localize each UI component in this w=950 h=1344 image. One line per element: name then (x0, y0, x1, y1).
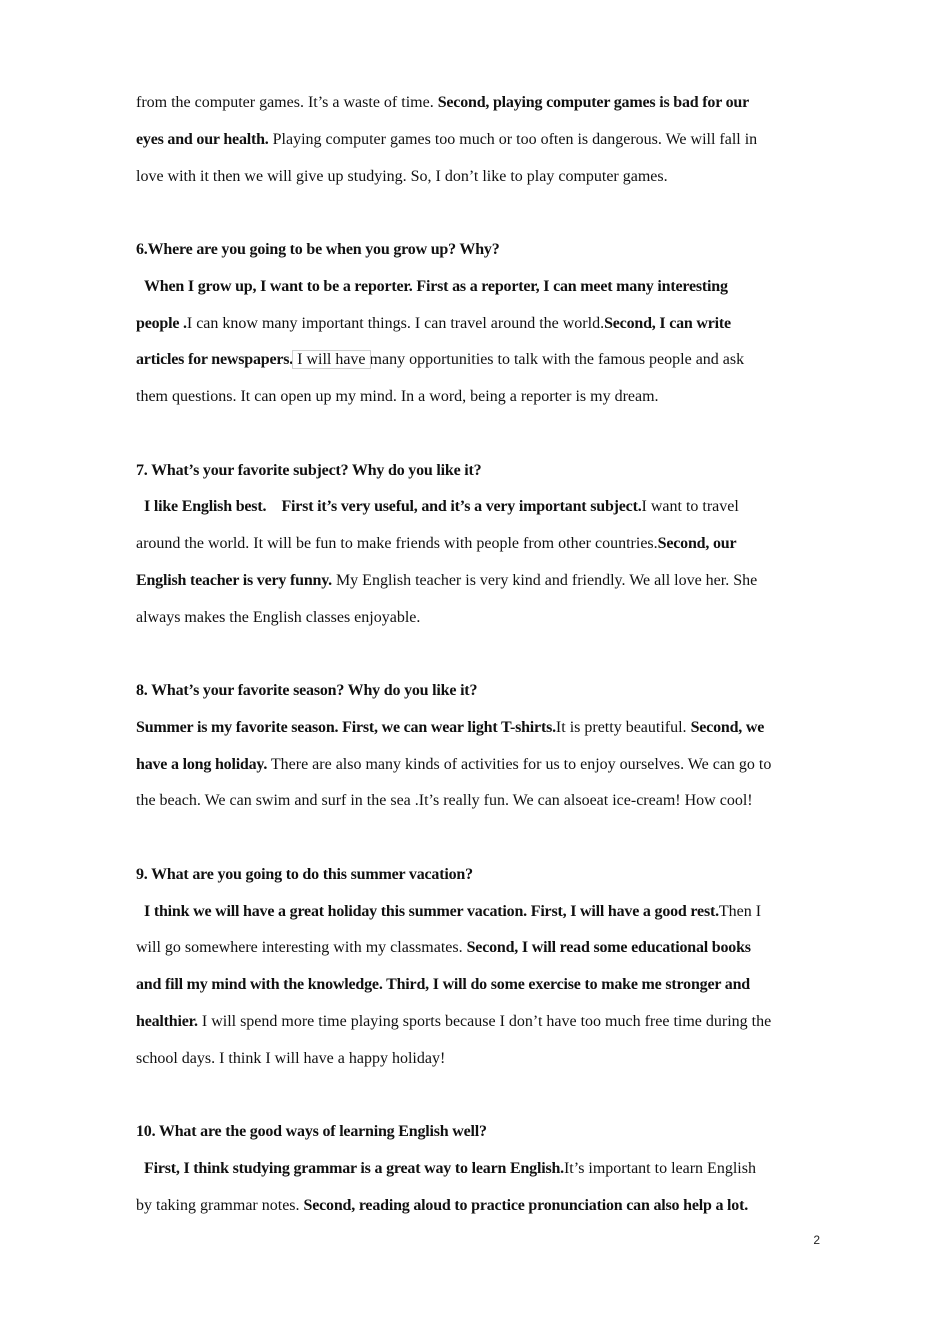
text-line: always makes the English classes enjoyable. (136, 608, 421, 626)
text-line: and fill my mind with the knowledge. Third, I will do some exercise to make me stronger and (136, 976, 750, 993)
text-line: will go somewhere interesting with my classmates. Second, I will read some educational books (136, 939, 751, 957)
text-line: healthier. I will spend more time playing sports because I don’t have too much free time during the (136, 1012, 772, 1030)
text-line: around the world. It will be fun to make friends with people from other countries.Second, our (136, 535, 737, 552)
question-heading-7: 7. What’s your favorite subject? Why do you like it? (136, 461, 482, 479)
text-line: them questions. It can open up my mind. In a word, being a reporter is my dream. (136, 388, 659, 405)
text-line: by taking grammar notes. Second, reading aloud to practice pronunciation can also help a lot. (136, 1196, 749, 1214)
page-number: 2 (813, 1233, 820, 1247)
document-body (136, 85, 826, 1224)
text-line: people .I can know many important things. I can travel around the world.Second, I can write (136, 314, 731, 332)
highlighted-phrase: I will have (293, 351, 370, 369)
text-line: from the computer games. It’s a waste of time. Second, playing computer games is bad for our (136, 94, 750, 111)
text-line: articles for newspapers. I will have many opportunities to talk with the famous people and ask (136, 351, 745, 369)
text-line: When I grow up, I want to be a reporter. First as a reporter, I can meet many interesting (144, 277, 728, 295)
text-line: eyes and our health. Playing computer games too much or too often is dangerous. We will fall in (136, 130, 758, 148)
text-line: the beach. We can swim and surf in the sea .It’s really fun. We can alsoeat ice-cream! How cool! (136, 792, 753, 810)
text-line: love with it then we will give up studying. So, I don’t like to play computer games. (136, 167, 668, 185)
question-heading-8: 8. What’s your favorite season? Why do you like it? (136, 682, 478, 699)
text-line: Summer is my favorite season. First, we can wear light T-shirts.It is pretty beautiful. Second, we (136, 718, 765, 736)
text-line: English teacher is very funny. My English teacher is very kind and friendly. We all love her. She (136, 571, 758, 589)
question-heading-6: 6.Where are you going to be when you grow up? Why? (136, 241, 500, 258)
text-line: I think we will have a great holiday this summer vacation. First, I will have a good rest.Then I (144, 902, 762, 920)
question-heading-9: 9. What are you going to do this summer vacation? (136, 865, 473, 883)
text-line: have a long holiday. There are also many kinds of activities for us to enjoy ourselves. We can go to (136, 755, 772, 773)
text-line: I like English best. First it’s very useful, and it’s a very important subject.I want to travel (144, 498, 739, 516)
question-heading-10: 10. What are the good ways of learning English well? (136, 1123, 487, 1140)
text-line: school days. I think I will have a happy holiday! (136, 1049, 446, 1067)
text-line: First, I think studying grammar is a great way to learn English.It’s important to learn English (144, 1159, 756, 1177)
